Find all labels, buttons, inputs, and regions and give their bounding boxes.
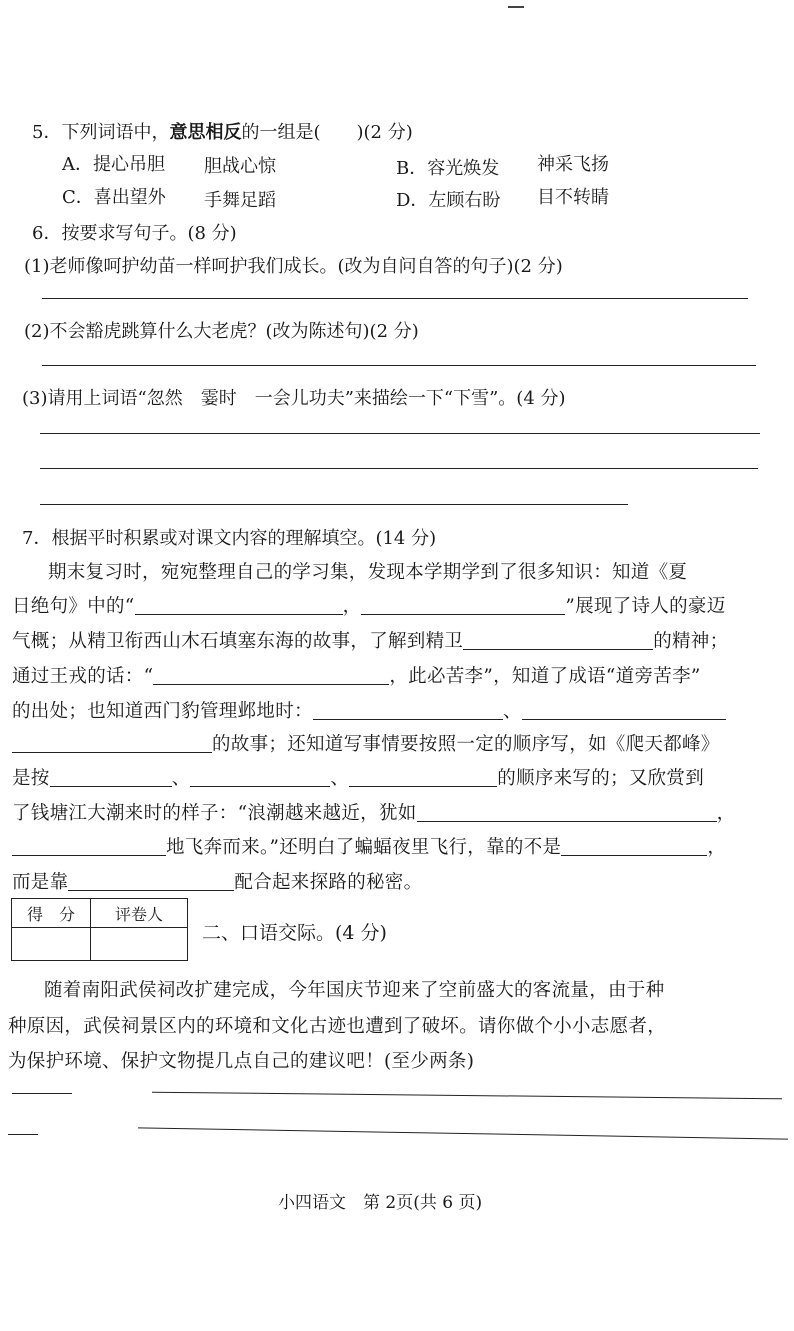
fill-blank[interactable]	[349, 768, 497, 787]
q5-option-d-word: 目不转睛	[537, 187, 609, 208]
q7-title: 7．根据平时积累或对课文内容的理解填空。(14 分)	[22, 528, 437, 549]
q5-option-c-word: 手舞足蹈	[204, 190, 276, 211]
section2-paragraph-line: 种原因，武侯祠景区内的环境和文化古迹也遭到了破坏。请你做个小小志愿者，	[8, 1016, 667, 1037]
q7-text-line: 的出处；也知道西门豹管理邺地时： 、	[12, 697, 726, 723]
fill-blank[interactable]	[12, 734, 212, 753]
answer-line	[8, 1134, 38, 1135]
q6-sub1: (1)老师像呵护幼苗一样呵护我们成长。(改为自问自答的句子)(2 分)	[24, 256, 563, 277]
fill-blank[interactable]	[190, 768, 330, 787]
q6-sub3: (3)请用上词语“忽然 霎时 一会儿功夫”来描绘一下“下雪”。(4 分)	[22, 388, 566, 409]
fill-blank[interactable]	[522, 701, 726, 720]
section2-paragraph-line: 为保护环境、保护文物提几点自己的建议吧！(至少两条)	[8, 1051, 475, 1072]
answer-line	[40, 433, 760, 434]
q7-text-line: 期末复习时，宛宛整理自己的学习集，发现本学期学到了很多知识：知道《夏	[48, 562, 688, 583]
q7-text-line: 地飞奔而来。”还明白了蝙蝠夜里飞行，靠的不是 ，	[12, 833, 726, 859]
q7-text-line: 是按 、 、 的顺序来写的；又欣赏到	[12, 768, 705, 789]
q5-option-a-word: 胆战心惊	[204, 156, 276, 177]
fill-blank[interactable]	[361, 596, 565, 615]
answer-line	[40, 468, 758, 469]
q7-text-line: 的故事；还知道写事情要按照一定的顺序写，如《爬天都峰》	[12, 730, 720, 756]
q5-option-a: A．提心吊胆	[62, 154, 165, 175]
fill-blank[interactable]	[50, 768, 172, 787]
score-table	[11, 898, 188, 961]
q7-text-line: 日绝句》中的“ ， ”展现了诗人的豪迈	[12, 596, 726, 617]
answer-line	[152, 1092, 782, 1100]
q7-text-line: 而是靠 配合起来探路的秘密。	[12, 872, 423, 893]
q7-text-line: 了钱塘江大潮来时的样子：“浪潮越来越近，犹如 ，	[12, 803, 736, 824]
q7-text-line: 通过王戎的话：“ ，此必苦李”，知道了成语“道旁苦李”	[12, 666, 701, 687]
fill-blank[interactable]	[68, 872, 234, 891]
grader-header: 评卷人	[91, 899, 188, 928]
fill-blank[interactable]	[153, 666, 389, 685]
grader-cell[interactable]	[91, 928, 188, 961]
scan-mark	[508, 6, 524, 8]
q6-sub2: (2)不会豁虎跳算什么大老虎？(改为陈述句)(2 分)	[24, 321, 419, 342]
page-footer: 小四语文 第 2页(共 6 页)	[278, 1193, 483, 1213]
fill-blank[interactable]	[12, 837, 166, 856]
answer-line	[40, 504, 628, 505]
q5-stem-emphasis: 意思相反	[169, 122, 242, 143]
fill-blank[interactable]	[463, 631, 653, 650]
score-header: 得 分	[12, 899, 91, 928]
q5-option-c: C．喜出望外	[62, 187, 166, 208]
answer-line	[138, 1127, 788, 1139]
fill-blank[interactable]	[417, 803, 717, 822]
answer-line	[12, 1093, 72, 1094]
section2-title: 二、口语交际。(4 分)	[202, 922, 387, 944]
q5-option-b: B．容光焕发	[396, 158, 500, 179]
q5-stem: 5．下列词语中，意思相反的一组是( )(2 分)	[32, 122, 413, 143]
answer-line	[42, 298, 748, 299]
q5-option-b-word: 神采飞扬	[537, 154, 609, 175]
answer-line	[42, 365, 756, 366]
q5-option-d: D．左顾右盼	[396, 190, 501, 211]
q6-title: 6．按要求写句子。(8 分)	[32, 223, 237, 244]
section2-paragraph-line: 随着南阳武侯祠改扩建完成，今年国庆节迎来了空前盛大的客流量，由于种	[44, 980, 665, 1001]
fill-blank[interactable]	[561, 837, 707, 856]
fill-blank[interactable]	[135, 596, 343, 615]
score-cell[interactable]	[12, 928, 91, 961]
fill-blank[interactable]	[313, 701, 503, 720]
q7-text-line: 气概；从精卫衔西山木石填塞东海的故事，了解到精卫 的精神；	[12, 631, 729, 652]
